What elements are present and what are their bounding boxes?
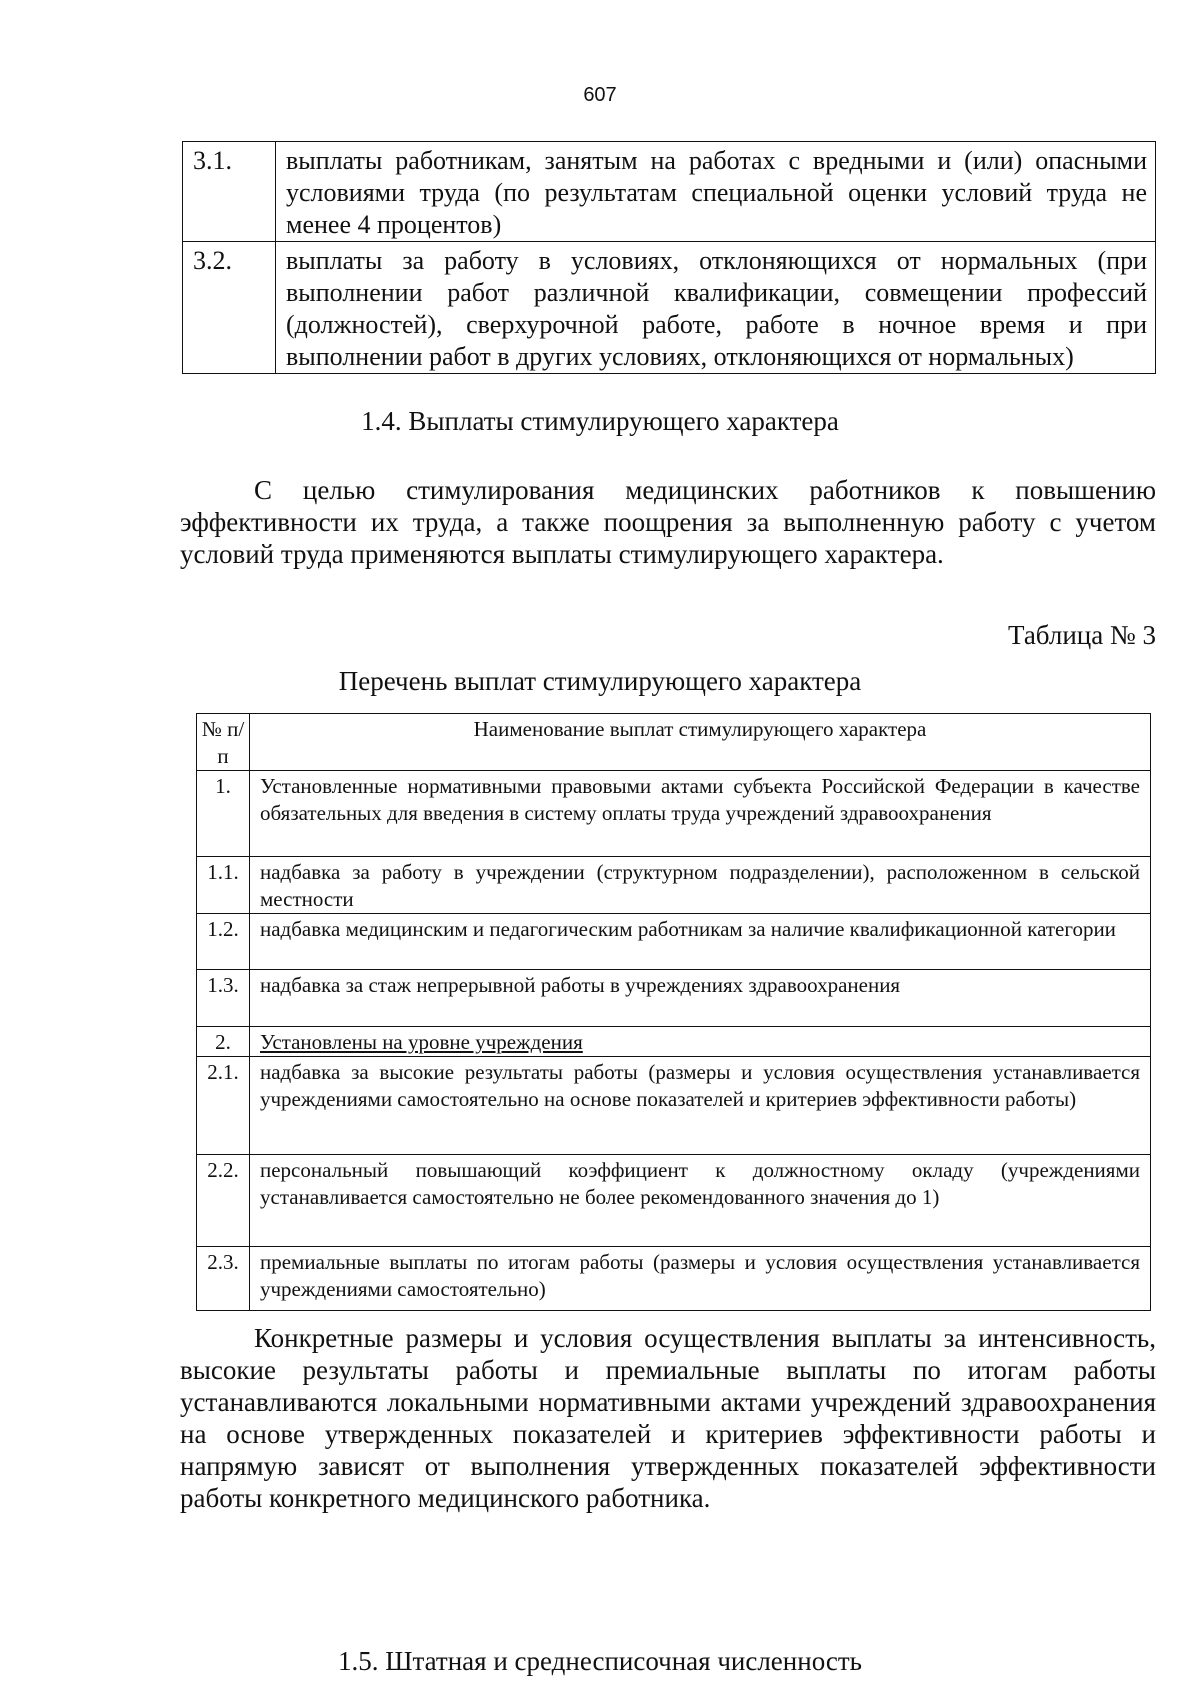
row-text: Установленные нормативными правовыми актами субъекта Российской Федерации в качестве обязательных для введения в систему оплаты труда учреждений здравоохранения xyxy=(250,771,1151,857)
table-row xyxy=(197,1155,1151,1247)
row-number: 1. xyxy=(197,771,250,857)
incentive-payments-table xyxy=(196,713,1151,1311)
row-text: премиальные выплаты по итогам работы (размеры и условия осуществления устанавливается учреждениями самостоятельно) xyxy=(250,1247,1151,1311)
table-row xyxy=(197,1057,1151,1155)
table-row xyxy=(183,242,1156,374)
row-text: надбавка за высокие результаты работы (размеры и условия осуществления устанавливается учреждениями самостоятельно на основе показателей и критериев эффективности работы) xyxy=(250,1057,1151,1155)
table-row xyxy=(197,970,1151,1027)
section-heading-1-5: 1.5. Штатная и среднесписочная численность xyxy=(338,1646,862,1676)
row-text: Установлены на уровне учреждения xyxy=(250,1027,1151,1057)
row-number: 3.1. xyxy=(183,142,276,242)
table-header-row xyxy=(197,714,1151,771)
section-heading-1-4: 1.4. Выплаты стимулирующего характера xyxy=(361,406,839,436)
row-text: надбавка за работу в учреждении (структурном подразделении), расположенном в сельской местности xyxy=(250,857,1151,914)
row-number: 2.3. xyxy=(197,1247,250,1311)
row-text: персональный повышающий коэффициент к должностному окладу (учреждениями устанавливается самостоятельно не более рекомендованного значения до 1) xyxy=(250,1155,1151,1247)
header-name: Наименование выплат стимулирующего характера xyxy=(250,714,1151,771)
row-number: 3.2. xyxy=(183,242,276,374)
table-title: Перечень выплат стимулирующего характера xyxy=(338,666,862,696)
row-number: 1.2. xyxy=(197,914,250,970)
table-row xyxy=(197,771,1151,857)
conclusion-paragraph: Конкретные размеры и условия осуществления выплаты за интенсивность, высокие результаты работы и премиальные выплаты по итогам работы устанавливаются локальными нормативными актами учреждений здравоохранения на основе утвержденных показателей и критериев эффективности работы и напрямую зависят от выполнения утвержденных показателей эффективности работы конкретного медицинского работника. xyxy=(180,1323,1156,1513)
row-number: 2.1. xyxy=(197,1057,250,1155)
table-row xyxy=(197,914,1151,970)
intro-paragraph: С целью стимулирования медицинских работников к повышению эффективности их труда, а также поощрения за выполненную работу с учетом условий труда применяются выплаты стимулирующего характера. xyxy=(180,475,1156,569)
row-text: надбавка медицинским и педагогическим работникам за наличие квалификационной категории xyxy=(250,914,1151,970)
table-row xyxy=(197,1027,1151,1057)
table-row xyxy=(197,1247,1151,1311)
continued-payments-table xyxy=(182,141,1156,374)
row-text: выплаты работникам, занятым на работах с вредными и (или) опасными условиями труда (по результатам специальной оценки условий труда не менее 4 процентов) xyxy=(276,142,1156,242)
row-number: 2.2. xyxy=(197,1155,250,1247)
row-number: 1.3. xyxy=(197,970,250,1027)
table-caption: Таблица № 3 xyxy=(1008,620,1156,650)
row-text: надбавка за стаж непрерывной работы в учреждениях здравоохранения xyxy=(250,970,1151,1027)
page-number: 607 xyxy=(583,84,617,106)
table-row xyxy=(197,857,1151,914)
row-number: 1.1. xyxy=(197,857,250,914)
table-row xyxy=(183,142,1156,242)
row-text: выплаты за работу в условиях, отклоняющихся от нормальных (при выполнении работ различной квалификации, совмещении профессий (должностей), сверхурочной работе, работе в ночное время и при выполнении работ в других условиях, отклоняющихся от нормальных) xyxy=(276,242,1156,374)
row-number: 2. xyxy=(197,1027,250,1057)
header-number: № п/п xyxy=(197,714,250,771)
